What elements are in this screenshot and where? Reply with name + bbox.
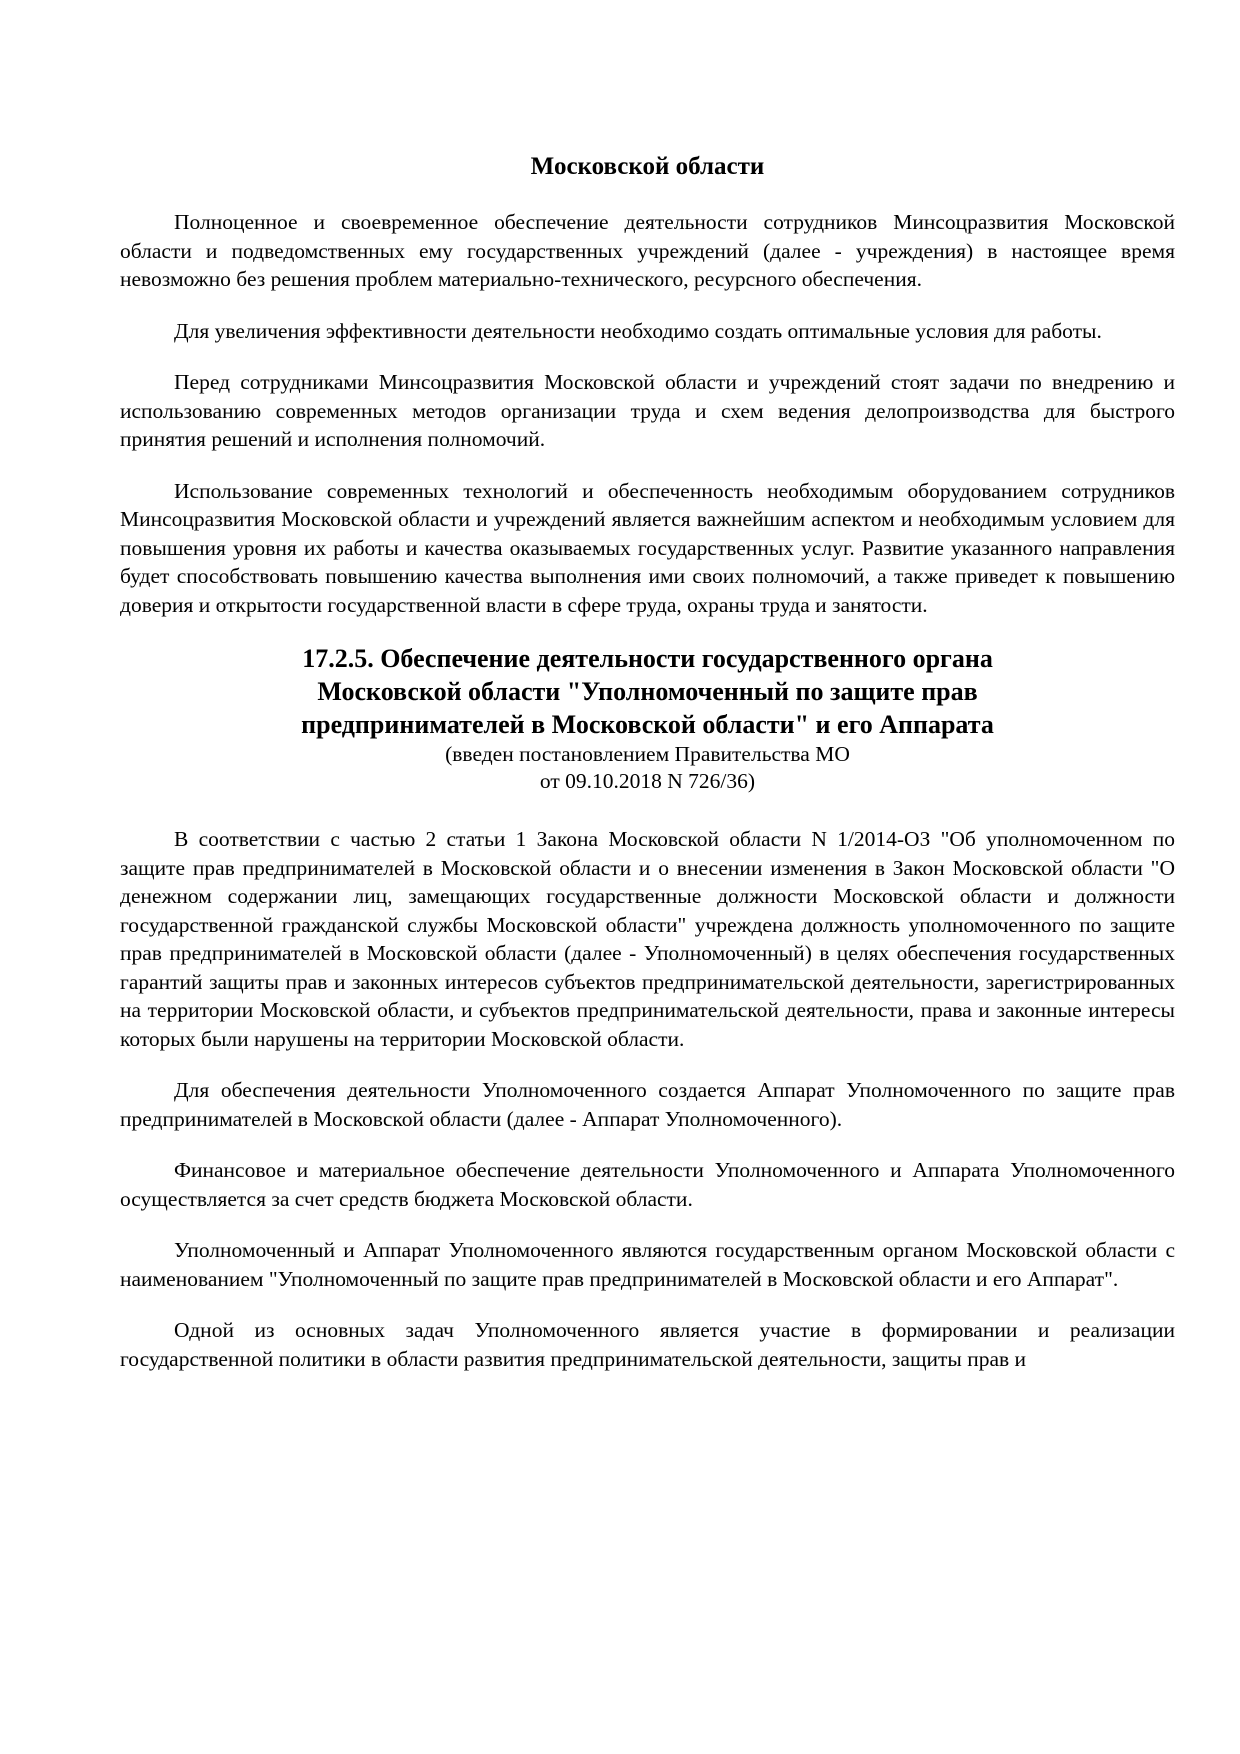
section-title-line-2: Московской области "Уполномоченный по защите прав (317, 677, 978, 706)
section-note-line-2: от 09.10.2018 N 726/36) (539, 769, 756, 793)
intro-paragraph-2: Для увеличения эффективности деятельности необходимо создать оптимальные условия для работы. (174, 318, 1102, 343)
section-paragraph-1: В соответствии с частью 2 статьи 1 Закона Московской области N 1/2014-ОЗ "Об уполномоченном по защите прав предпринимателей в Московской области и о внесении изменения в Закон Московской области "О денежном содержании лиц, замещающих государственные должности Московской области и должности государственной гражданской службы Московской области" учреждена должность уполномоченного по защите прав предпринимателей в Московской области (далее - Уполномоченный) в целях обеспечения государственных гарантий защиты прав и законных интересов субъектов предпринимательской деятельности, зарегистрированных на территории Московской области, и субъектов предпринимательской деятельности, права и законные интересы которых были нарушены на территории Московской области. (120, 827, 1175, 1051)
intro-paragraph-1: Полноценное и своевременное обеспечение деятельности сотрудников Минсоцразвития Московской области и подведомственных ему государственных учреждений (далее - учреждения) в настоящее время невозможно без решения проблем материально-технического, ресурсного обеспечения. (120, 210, 1175, 291)
section-paragraph-5: Одной из основных задач Уполномоченного является участие в формировании и реализации государственной политики в области развития предпринимательской деятельности, защиты прав и (120, 1318, 1175, 1371)
top-heading: Московской области (530, 153, 765, 180)
document-page (120, 150, 1175, 1396)
section-paragraph-3: Финансовое и материальное обеспечение деятельности Уполномоченного и Аппарата Уполномоченного осуществляется за счет средств бюджета Московской области. (120, 1158, 1175, 1211)
section-paragraph-2: Для обеспечения деятельности Уполномоченного создается Аппарат Уполномоченного по защите прав предпринимателей в Московской области (далее - Аппарат Уполномоченного). (120, 1078, 1175, 1131)
section-paragraph-4: Уполномоченный и Аппарат Уполномоченного являются государственным органом Московской области с наименованием "Уполномоченный по защите прав предпринимателей в Московской области и его Аппарат". (120, 1238, 1175, 1291)
intro-paragraph-3: Перед сотрудниками Минсоцразвития Московской области и учреждений стоят задачи по внедрению и использованию современных методов организации труда и схем ведения делопроизводства для быстрого принятия решений и исполнения полномочий. (120, 370, 1175, 451)
section-title (120, 642, 1175, 741)
intro-paragraph-4: Использование современных технологий и обеспеченность необходимым оборудованием сотрудников Минсоцразвития Московской области и учреждений является важнейшим аспектом и необходимым условием для повышения уровня их работы и качества оказываемых государственных услуг. Развитие указанного направления будет способствовать повышению качества выполнения ими своих полномочий, а также приведет к повышению доверия и открытости государственной власти в сфере труда, охраны труда и занятости. (120, 478, 1175, 617)
section-title-line-1: 17.2.5. Обеспечение деятельности государственного органа (302, 644, 993, 673)
section-note-line-1: (введен постановлением Правительства МО (445, 742, 850, 766)
section-amendment-note (120, 741, 1175, 795)
section-title-line-3: предпринимателей в Московской области" и его Аппарата (301, 710, 994, 739)
